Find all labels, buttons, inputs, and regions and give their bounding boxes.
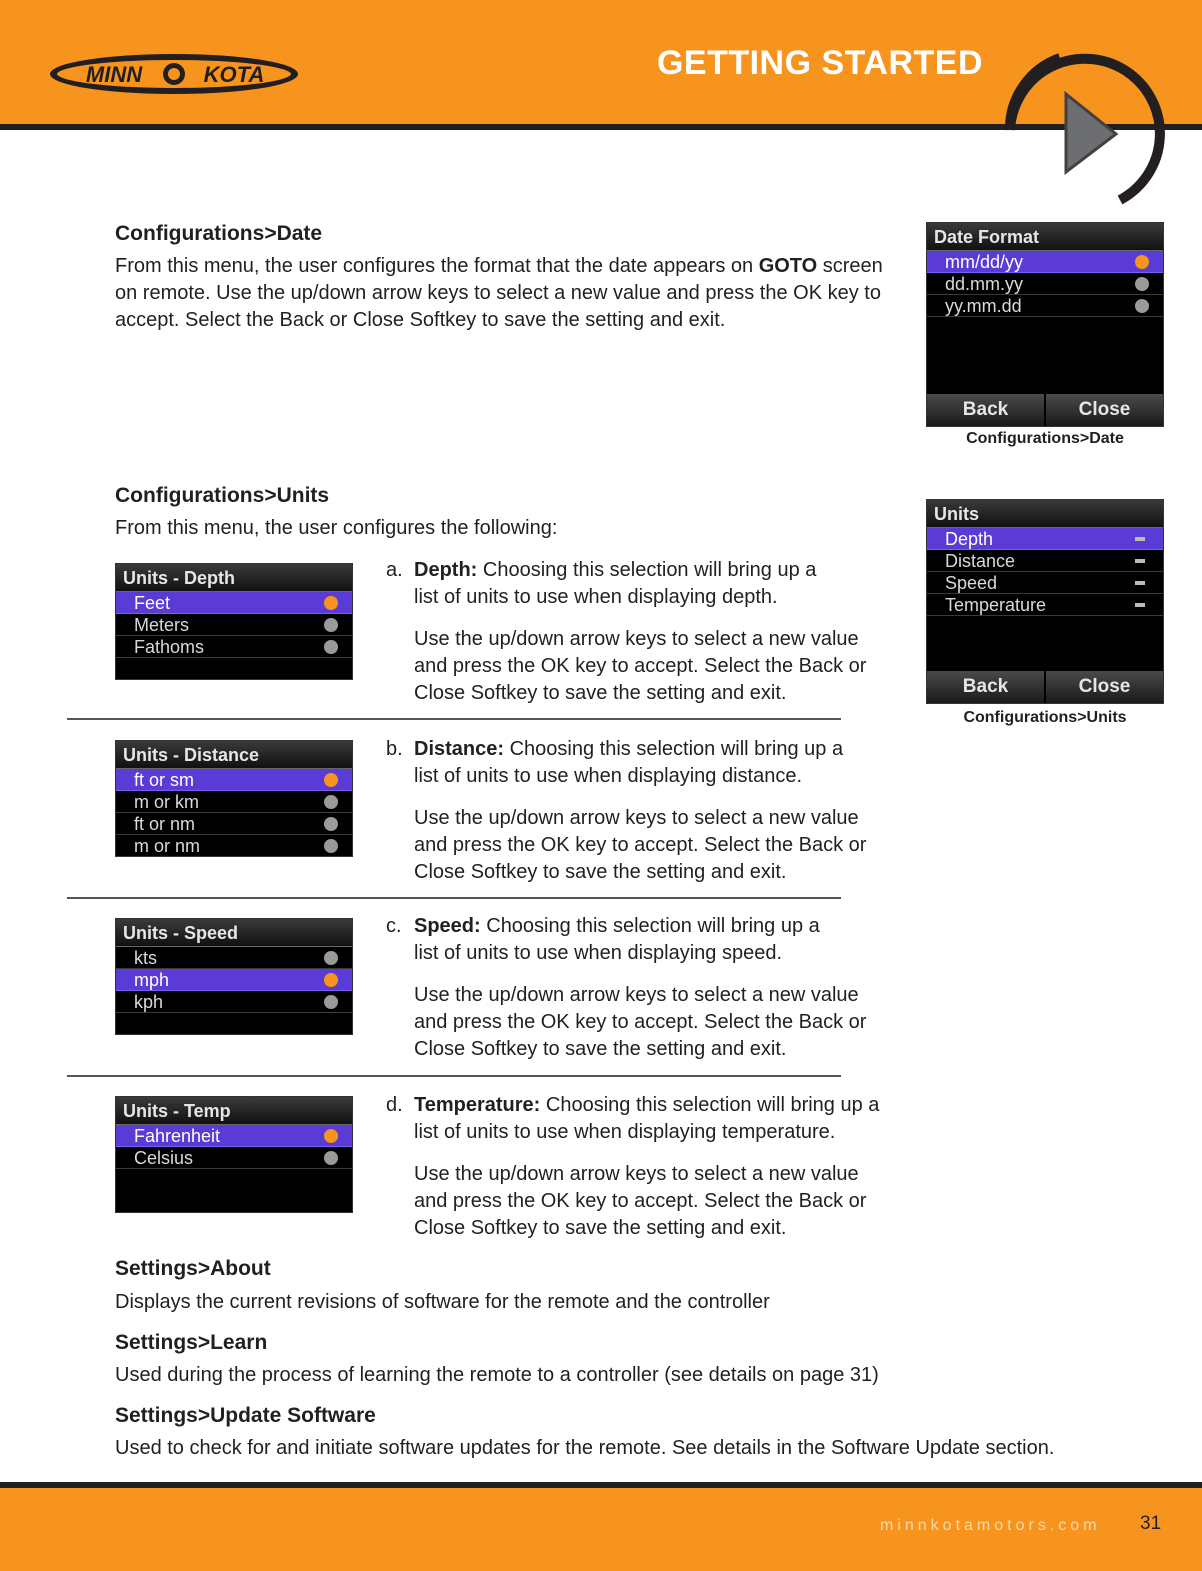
units-screen	[926, 499, 1164, 704]
units-depth-screen	[115, 563, 353, 680]
divider	[67, 1075, 841, 1077]
distance-description: Distance: Choosing this selection will bring up a list of units to use when displaying distance.	[414, 738, 844, 787]
screen-option[interactable]: Fahrenheit	[116, 1125, 352, 1147]
screen-option[interactable]: yy.mm.dd	[927, 295, 1163, 317]
item-marker: c.	[386, 915, 402, 937]
radio-icon	[324, 618, 338, 632]
about-text: Displays the current revisions of software for the remote and the controller	[115, 1291, 770, 1313]
page-title: GETTING STARTED	[656, 44, 984, 82]
units-temp-screen	[115, 1096, 353, 1213]
screen-option[interactable]: Depth	[927, 528, 1163, 550]
back-softkey[interactable]: Back	[927, 394, 1046, 426]
softkey-bar	[927, 671, 1163, 703]
update-text: Used to check for and initiate software updates for the remote. See details in the Software Update section.	[115, 1437, 1055, 1459]
units-speed-screen	[115, 918, 353, 1035]
screen-option[interactable]: Meters	[116, 614, 352, 636]
radio-icon	[324, 640, 338, 654]
screen-option[interactable]: Fathoms	[116, 636, 352, 658]
learn-text: Used during the process of learning the remote to a controller (see details on page 31)	[115, 1364, 879, 1386]
logo-text-minn: MINN	[85, 62, 143, 87]
units-distance-screen	[115, 740, 353, 857]
temperature-instructions: Use the up/down arrow keys to select a new value and press the OK key to accept. Select the Back or Close Softkey to save the setting and exit.	[414, 1163, 867, 1239]
close-softkey[interactable]: Close	[1078, 399, 1131, 420]
date-format-screen	[926, 222, 1164, 427]
speed-description: Speed: Choosing this selection will bring up a list of units to use when displaying speed.	[414, 915, 820, 964]
submenu-icon	[1135, 581, 1145, 585]
units-intro: From this menu, the user configures the following:	[115, 517, 558, 539]
screen-option[interactable]: m or km	[116, 791, 352, 813]
minn-kota-logo	[48, 52, 300, 96]
units-heading: Configurations>Units	[115, 484, 330, 507]
submenu-icon	[1135, 603, 1145, 607]
screen-option[interactable]: Celsius	[116, 1147, 352, 1169]
screen-option[interactable]: Temperature	[927, 594, 1163, 616]
radio-icon	[324, 1151, 338, 1165]
screen-option[interactable]: kts	[116, 947, 352, 969]
item-marker: a.	[386, 559, 403, 581]
screen-title: Units - Temp	[116, 1097, 352, 1125]
submenu-icon	[1135, 537, 1145, 541]
screen-option[interactable]: Distance	[927, 550, 1163, 572]
screen-option[interactable]: kph	[116, 991, 352, 1013]
item-marker: b.	[386, 738, 403, 760]
radio-icon	[324, 817, 338, 831]
radio-icon	[1135, 277, 1149, 291]
screen-option[interactable]: mph	[116, 969, 352, 991]
distance-instructions: Use the up/down arrow keys to select a new value and press the OK key to accept. Select the Back or Close Softkey to save the setting and exit.	[414, 807, 867, 883]
radio-selected-icon	[324, 973, 338, 987]
screen-option[interactable]: ft or sm	[116, 769, 352, 791]
screen-option[interactable]: m or nm	[116, 835, 352, 857]
item-marker: d.	[386, 1094, 403, 1116]
date-description: From this menu, the user configures the format that the date appears on GOTO screen on remote. Use the up/down arrow keys to select a new value and press the OK key to accept. Select the Back or Close Softkey to save the setting and exit.	[115, 255, 883, 331]
screen-title: Date Format	[927, 223, 1163, 251]
submenu-icon	[1135, 559, 1145, 563]
radio-icon	[324, 795, 338, 809]
speed-instructions: Use the up/down arrow keys to select a new value and press the OK key to accept. Select the Back or Close Softkey to save the setting and exit.	[414, 984, 867, 1060]
radio-selected-icon	[324, 773, 338, 787]
softkey-bar	[927, 394, 1163, 426]
screen-title: Units - Distance	[116, 741, 352, 769]
date-heading: Configurations>Date	[115, 222, 323, 245]
learn-heading: Settings>Learn	[115, 1331, 268, 1354]
depth-description: Depth: Choosing this selection will bring up a list of units to use when displaying depth.	[414, 559, 817, 608]
screen-option[interactable]: Feet	[116, 592, 352, 614]
update-heading: Settings>Update Software	[115, 1404, 376, 1427]
back-softkey[interactable]: Back	[927, 671, 1046, 703]
screen-option[interactable]: ft or nm	[116, 813, 352, 835]
radio-selected-icon	[324, 1129, 338, 1143]
radio-icon	[1135, 299, 1149, 313]
date-screen-caption: Configurations>Date	[966, 430, 1124, 447]
next-page-arrow-icon[interactable]	[1000, 50, 1202, 210]
screen-title: Units	[927, 500, 1163, 528]
close-softkey[interactable]: Close	[1078, 676, 1131, 697]
divider	[67, 718, 841, 720]
radio-selected-icon	[1135, 255, 1149, 269]
radio-selected-icon	[324, 596, 338, 610]
screen-title: Units - Speed	[116, 919, 352, 947]
page-number: 31	[1140, 1513, 1162, 1534]
about-heading: Settings>About	[115, 1257, 271, 1280]
temperature-description: Temperature: Choosing this selection will bring up a list of units to use when displaying temperature.	[414, 1094, 880, 1143]
units-screen-caption: Configurations>Units	[963, 709, 1127, 726]
radio-icon	[324, 839, 338, 853]
radio-icon	[324, 951, 338, 965]
screen-title: Units - Depth	[116, 564, 352, 592]
divider	[67, 897, 841, 899]
radio-icon	[324, 995, 338, 1009]
screen-option[interactable]: mm/dd/yy	[927, 251, 1163, 273]
website-url[interactable]: minnkotamotors.com	[880, 1517, 1101, 1534]
screen-option[interactable]: dd.mm.yy	[927, 273, 1163, 295]
depth-instructions: Use the up/down arrow keys to select a new value and press the OK key to accept. Select the Back or Close Softkey to save the setting and exit.	[414, 628, 867, 704]
screen-option[interactable]: Speed	[927, 572, 1163, 594]
logo-text-kota: KOTA	[203, 62, 265, 87]
